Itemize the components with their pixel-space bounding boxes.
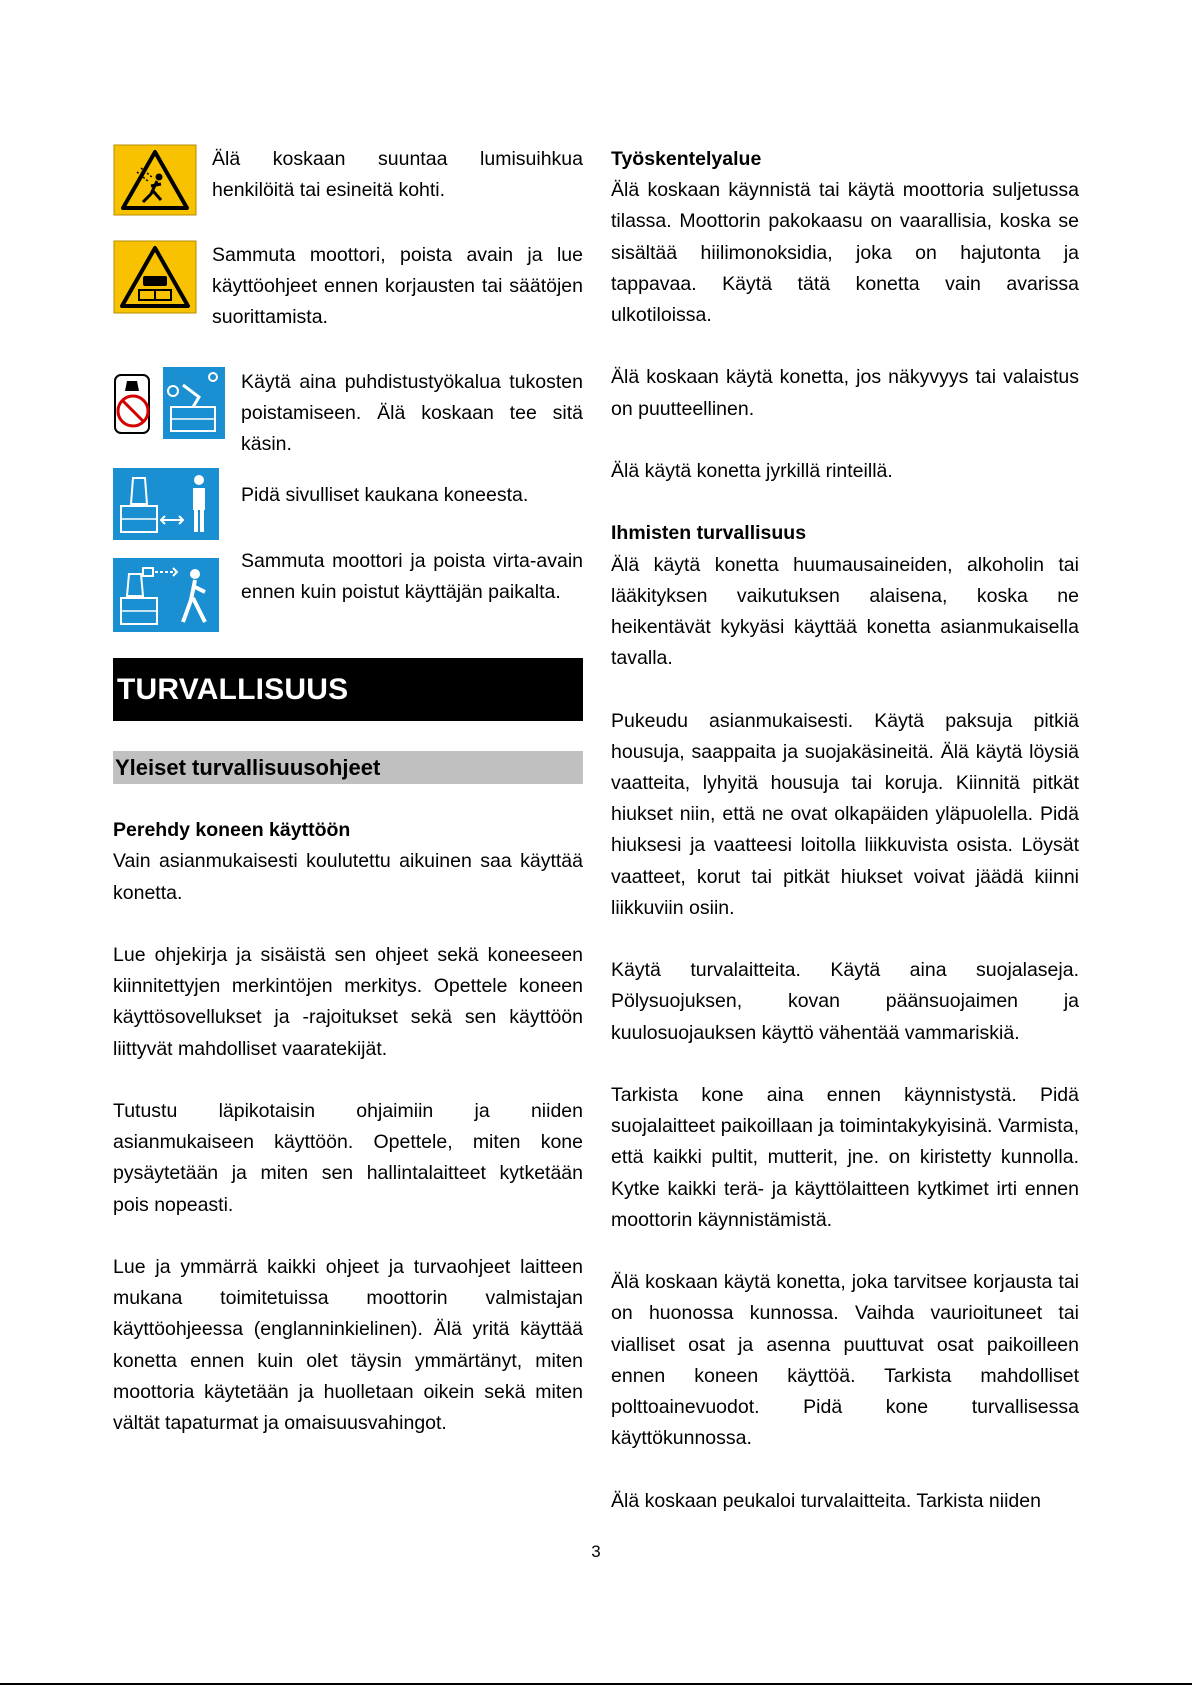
- section-title: Työskentelyalue: [611, 148, 762, 170]
- paragraph: Pukeudu asianmukaisesti. Käytä paksuja pitkiä housuja, saappaita ja suojakäsineitä. Älä käytä löysiä vaatteita, lyhyitä housuja tai koruja. Kiinnitä pitkät hiukset niin, että ne ovat olkapäiden yläpuolella. Pidä hiuksesi ja vaatteesi loitolla liikkuvista osista. Löysät vaatteet, korut tai pitkät hiukset voivat jäädä kiinni liikkuviin osiin.: [611, 709, 1079, 919]
- read-manual-warning-icon: [113, 240, 197, 314]
- paragraph: Älä koskaan käynnistä tai käytä moottoria suljetussa tilassa. Moottorin pakokaasu on vaarallisia, koska se sisältää hiilimonoksidia, joka on hajutonta ja tappavaa. Käytä tätä konetta vain avarissa ulkotiloissa.: [611, 179, 1079, 327]
- warning-text: Pidä sivulliset kaukana koneesta.: [241, 484, 529, 507]
- paragraph: Älä käytä konetta jyrkillä rinteillä.: [611, 460, 893, 482]
- remove-key-icon: [113, 558, 219, 632]
- page-number: 3: [591, 1542, 601, 1561]
- paragraph: Vain asianmukaisesti koulutettu aikuinen saa käyttää konetta.: [113, 850, 583, 904]
- right-column: [611, 144, 1079, 1517]
- paragraph: Älä koskaan käytä konetta, joka tarvitsee korjausta tai on huonossa kunnossa. Vaihda vaurioituneet tai vialliset osat ja asenna puuttuvat osat paikoilleen ennen koneen käyttöä. Tarkista mahdolliset polttoainevuodot. Pidä kone turvallisessa käyttökunnossa.: [611, 1271, 1079, 1450]
- warning-text: Käytä aina puhdistustyökalua tukosten poistamiseen. Älä koskaan tee sitä käsin.: [241, 370, 583, 456]
- paragraph: Tutustu läpikotaisin ohjaimiin ja niiden asianmukaiseen käyttöön. Opettele, miten kone pysäytetään ja miten sen hallintalaitteet kytketään pois nopeasti.: [113, 1100, 583, 1216]
- warning-read-manual: [113, 240, 583, 334]
- keep-distance-icon: [113, 468, 219, 540]
- snow-discharge-warning-icon: [113, 144, 197, 216]
- section-banner: TURVALLISUUS: [113, 658, 583, 721]
- paragraph: Älä koskaan käytä konetta, jos näkyvyys tai valaistus on puutteellinen.: [611, 366, 1079, 420]
- section-title: Ihmisten turvallisuus: [611, 522, 807, 545]
- paragraph: Käytä turvalaitteita. Käytä aina suojalaseja. Pölysuojuksen, kovan päänsuojaimen ja kuulosuojauksen käyttö vähentää vammariskiä.: [611, 959, 1079, 1044]
- paragraph: Lue ohjekirja ja sisäistä sen ohjeet sekä koneeseen kiinnitettyjen merkintöjen merkitys. Opettele koneen käyttösovellukset ja -rajoitukset sekä sen käyttöön liittyvät mahdolliset vaaratekijät.: [113, 944, 583, 1060]
- clearing-tool-icon: [163, 367, 225, 439]
- paragraph: Älä käytä konetta huumausaineiden, alkoholin tai lääkityksen vaikutuksen alaisena, koska ne heikentävät kykyäsi käyttää konetta asianmukaisella tavalla.: [611, 553, 1079, 670]
- paragraph: Älä koskaan peukaloi turvalaitteita. Tarkista niiden: [611, 1489, 1041, 1512]
- warning-clearing-tool: [113, 367, 583, 461]
- warning-remove-key: [113, 546, 583, 632]
- no-hands-icon: [113, 371, 157, 437]
- warning-snow-discharge: [113, 144, 583, 216]
- subheading: Yleiset turvallisuusohjeet: [113, 751, 583, 784]
- warning-text: Älä koskaan suuntaa lumisuihkua henkilöitä tai esineitä kohti.: [212, 148, 583, 202]
- warning-text: Sammuta moottori, poista avain ja lue käyttöohjeet ennen korjausten tai säätöjen suorittamista.: [212, 244, 583, 329]
- warning-keep-distance: [113, 466, 583, 540]
- left-column: [113, 144, 583, 1439]
- section-title: Perehdy koneen käyttöön: [113, 819, 351, 842]
- paragraph: Tarkista kone aina ennen käynnistystä. Pidä suojalaitteet paikoillaan ja toimintakykyisinä. Varmista, että kaikki pultit, mutterit, jne. on kiristetty kunnolla. Kytke kaikki terä- ja käyttölaitteen kytkimet irti ennen moottorin käynnistämistä.: [611, 1084, 1079, 1231]
- warning-text: Sammuta moottori ja poista virta-avain ennen kuin poistut käyttäjän paikalta.: [241, 550, 583, 604]
- paragraph: Lue ja ymmärrä kaikki ohjeet ja turvaohjeet laitteen mukana toimitetuissa moottorin valmistajan käyttöohjeessa (englanninkielinen). Älä yritä käyttää konetta ennen kuin olet täysin ymmärtänyt, miten moottoria käytetään ja huolletaan oikein sekä miten vältät tapaturmat ja omaisuusvahingot.: [113, 1256, 583, 1435]
